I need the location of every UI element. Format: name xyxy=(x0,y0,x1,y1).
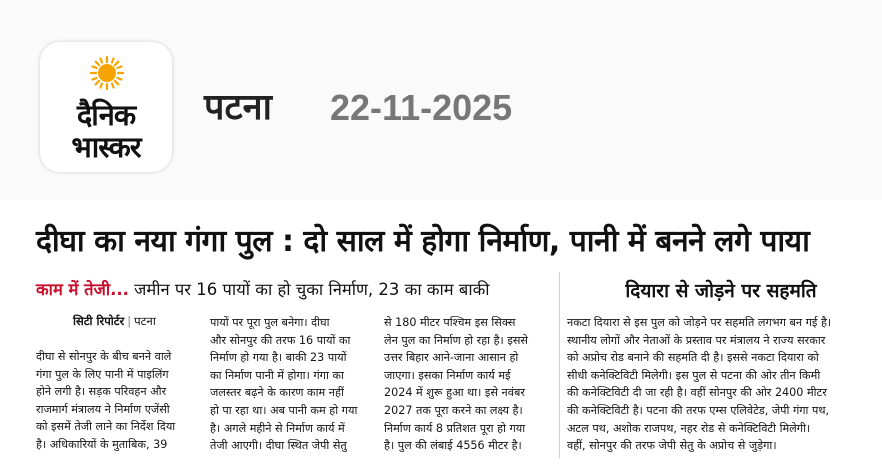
text-line: सीधी कनेक्टिविटी मिलेगी। इस पुल से पटना की ओर तीन किमी xyxy=(567,368,821,382)
sidebar-heading: दियारा से जोड़ने पर सहमति xyxy=(625,280,817,302)
text-line: नकटा दियारा से इस पुल को जोड़ने पर सहमति लगभग बन गई है। xyxy=(567,316,832,329)
masthead xyxy=(0,0,882,200)
text-line: हो पा रहा था। अब पानी कम हो गया xyxy=(210,403,358,417)
byline-separator: | xyxy=(127,314,132,328)
subhead-text: जमीन पर 16 पायों का हो चुका निर्माण, 23 का काम बाकी xyxy=(128,280,490,299)
edition-city: पटना xyxy=(204,87,272,128)
text-line: और सोनपुर की तरफ 16 पायों का xyxy=(210,333,351,347)
text-line: है। अधिकारियों के मुताबिक, 39 xyxy=(36,437,168,451)
dainik-bhaskar-logo xyxy=(40,42,172,172)
article-column-3 xyxy=(384,314,550,455)
text-line: उत्तर बिहार आने-जाना आसान हो xyxy=(384,351,519,365)
text-line: जाएगा। इसका निर्माण कार्य मई xyxy=(384,368,511,382)
text-line: जलस्तर बढ़ने के कारण काम नहीं xyxy=(210,386,344,400)
byline xyxy=(73,312,156,330)
text-line: का निर्माण पानी में होगा। गंगा का xyxy=(210,368,344,382)
article-subhead xyxy=(36,276,556,304)
text-line: निर्माण हो गया है। बाकी 23 पायों xyxy=(210,351,347,365)
text-line: निर्माण कार्य 8 प्रतिशत पूरा हो गया xyxy=(384,421,526,435)
text-line: दीघा से सोनपुर के बीच बनने वाले xyxy=(36,350,172,363)
text-line: राजमार्ग मंत्रालय ने निर्माण एजेंसी xyxy=(36,402,170,416)
byline-reporter: सिटी रिपोर्टर xyxy=(73,314,125,328)
edition-date: 22-11-2025 xyxy=(330,87,513,128)
logo-word-bhaskar: भास्कर xyxy=(71,130,141,164)
byline-city: पटना xyxy=(134,314,156,328)
column-divider xyxy=(559,272,560,458)
text-line: लेन पुल का निर्माण हो रहा है। इससे xyxy=(384,333,528,347)
text-line: है। अगले महीने से निर्माण कार्य में xyxy=(210,421,345,435)
subhead-kicker: काम में तेजी... xyxy=(36,280,129,299)
article-headline: दीघा का नया गंगा पुल : दो साल में होगा निर्माण, पानी में बनने लगे पाया xyxy=(36,224,810,259)
text-line: की कनेक्टिविटी है। पटना की तरफ एम्स एलिवेटेड, जेपी गंगा पथ, xyxy=(567,403,830,417)
text-line: होने लगी है। सड़क परिवहन और xyxy=(36,385,167,399)
sidebar-body xyxy=(567,314,877,455)
text-line: 2024 में शुरू हुआ था। इसे नवंबर xyxy=(384,386,525,400)
sun-icon xyxy=(90,56,124,90)
text-line: तेजी आएगी। दीघा स्थित जेपी सेतु xyxy=(210,439,347,453)
text-line: वहीं, सोनपुर की तरफ जेपी सेतु के अप्रोच से जुड़ेगा। xyxy=(567,439,777,453)
text-line: गंगा पुल के लिए पानी में पाइलिंग xyxy=(36,367,169,381)
text-line: को अप्रोच रोड बनाने की सहमति दी है। इससे नकटा दियारा को xyxy=(567,351,819,365)
text-line: पायों पर पूरा पुल बनेगा। दीघा xyxy=(210,316,330,329)
article-column-1 xyxy=(36,348,200,454)
text-line: 2027 तक पूरा करने का लक्ष्य है। xyxy=(384,403,523,417)
text-line: से 180 मीटर पश्चिम इस सिक्स xyxy=(384,316,516,329)
article-column-2 xyxy=(210,314,376,455)
text-line: की कनेक्टिविटी दी जा रही है। वहीं सोनपुर की ओर 2400 मीटर xyxy=(567,386,827,400)
text-line: स्थानीय लोगों और नेताओं के प्रस्ताव पर मंत्रालय ने राज्य सरकार xyxy=(567,333,826,347)
text-line: को इसमें तेजी लाने का निर्देश दिया xyxy=(36,420,176,434)
text-line: है। पुल की लंबाई 4556 मीटर है। xyxy=(384,439,522,453)
text-line: अटल पथ, अशोक राजपथ, नहर रोड से कनेक्टिविटी मिलेगी। xyxy=(567,421,811,435)
logo-word-dainik: दैनिक xyxy=(76,98,136,132)
